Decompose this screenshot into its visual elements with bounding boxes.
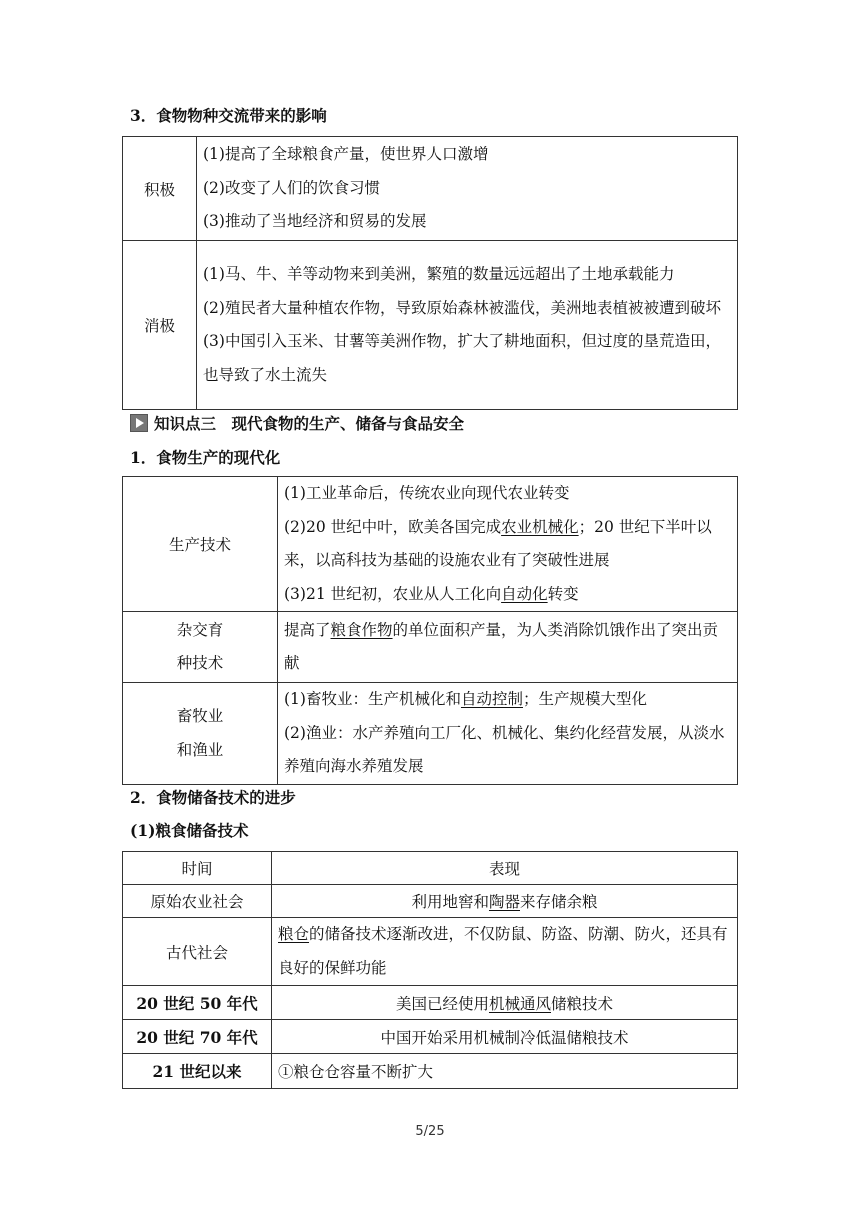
- section3-title: 3．食物物种交流带来的影响: [130, 106, 327, 125]
- list-item: (1)马、牛、羊等动物来到美洲，繁殖的数量远远超出了土地承载能力: [203, 265, 675, 283]
- table-row: 21 世纪以来 ①粮仓仓容量不断扩大: [123, 1054, 738, 1089]
- list-item: (1)畜牧业：生产机械化和自动控制；生产规模大型化: [284, 690, 647, 709]
- tech-items: [278, 477, 738, 612]
- hybrid-text: 提高了粮食作物的单位面积产量，为人类消除饥饿作出了突出贡献: [278, 612, 738, 683]
- hybrid-label: 杂交育 种技术: [123, 612, 278, 683]
- subsection-title: (1)粮食储备技术: [130, 821, 249, 840]
- positive-items: [197, 137, 738, 241]
- tech-label: 生产技术: [123, 477, 278, 612]
- animal-items: [278, 683, 738, 785]
- knowledge-point-heading: [130, 412, 464, 434]
- list-item: (2)渔业：水产养殖向工厂化、机械化、集约化经营发展，从淡水养殖向海水养殖发展: [284, 723, 725, 776]
- col-time-header: 时间: [123, 852, 272, 885]
- list-item: (2)改变了人们的饮食习惯: [203, 178, 380, 197]
- list-item: (1)提高了全球粮食产量，使世界人口激增: [203, 145, 489, 164]
- list-item: (3)中国引入玉米、甘薯等美洲作物，扩大了耕地面积，但过度的垦荒造田，也导致了水土流失: [203, 332, 721, 384]
- negative-items: [197, 241, 738, 410]
- table-row: 20 世纪 50 年代 美国已经使用机械通风储粮技术: [123, 986, 738, 1020]
- knowledge-point-text: 知识点三 现代食物的生产、储备与食品安全: [154, 414, 465, 433]
- animal-label: 畜牧业 和渔业: [123, 683, 278, 785]
- table-row: [123, 137, 738, 241]
- positive-label: 积极: [123, 137, 197, 241]
- list-item: (2)20 世纪中叶，欧美各国完成农业机械化；20 世纪下半叶以来，以高科技为基础的设施农业有了突破性进展: [284, 517, 712, 569]
- list-item: (1)工业革命后，传统农业向现代农业转变: [284, 484, 570, 502]
- table-row: [123, 477, 738, 612]
- table-header-row: [123, 852, 738, 885]
- production-table: [122, 476, 738, 785]
- list-item: (2)殖民者大量种植农作物，导致原始森林被滥伐，美洲地表植被被遭到破坏: [203, 298, 721, 317]
- impact-table: [122, 136, 738, 410]
- page-number: 5/25: [415, 1124, 445, 1139]
- table-row: 原始农业社会 利用地窖和陶器来存储余粮: [123, 885, 738, 918]
- section2-title: 2．食物储备技术的进步: [130, 788, 296, 807]
- list-item: (3)推动了当地经济和贸易的发展: [203, 212, 427, 231]
- table-row: [123, 241, 738, 410]
- table-row: 20 世纪 70 年代 中国开始采用机械制冷低温储粮技术: [123, 1020, 738, 1054]
- section1-title: 1．食物生产的现代化: [130, 448, 281, 467]
- table-row: 古代社会 粮仓的储备技术逐渐改进，不仅防鼠、防盗、防潮、防火，还具有良好的保鲜功能: [123, 918, 738, 986]
- table-row: [123, 612, 738, 683]
- col-perf-header: 表现: [272, 852, 738, 885]
- list-item: (3)21 世纪初，农业从人工化向自动化转变: [284, 584, 579, 603]
- play-triangle-icon: [130, 414, 148, 432]
- storage-table: [122, 851, 738, 1089]
- table-row: [123, 683, 738, 785]
- negative-label: 消极: [123, 241, 197, 410]
